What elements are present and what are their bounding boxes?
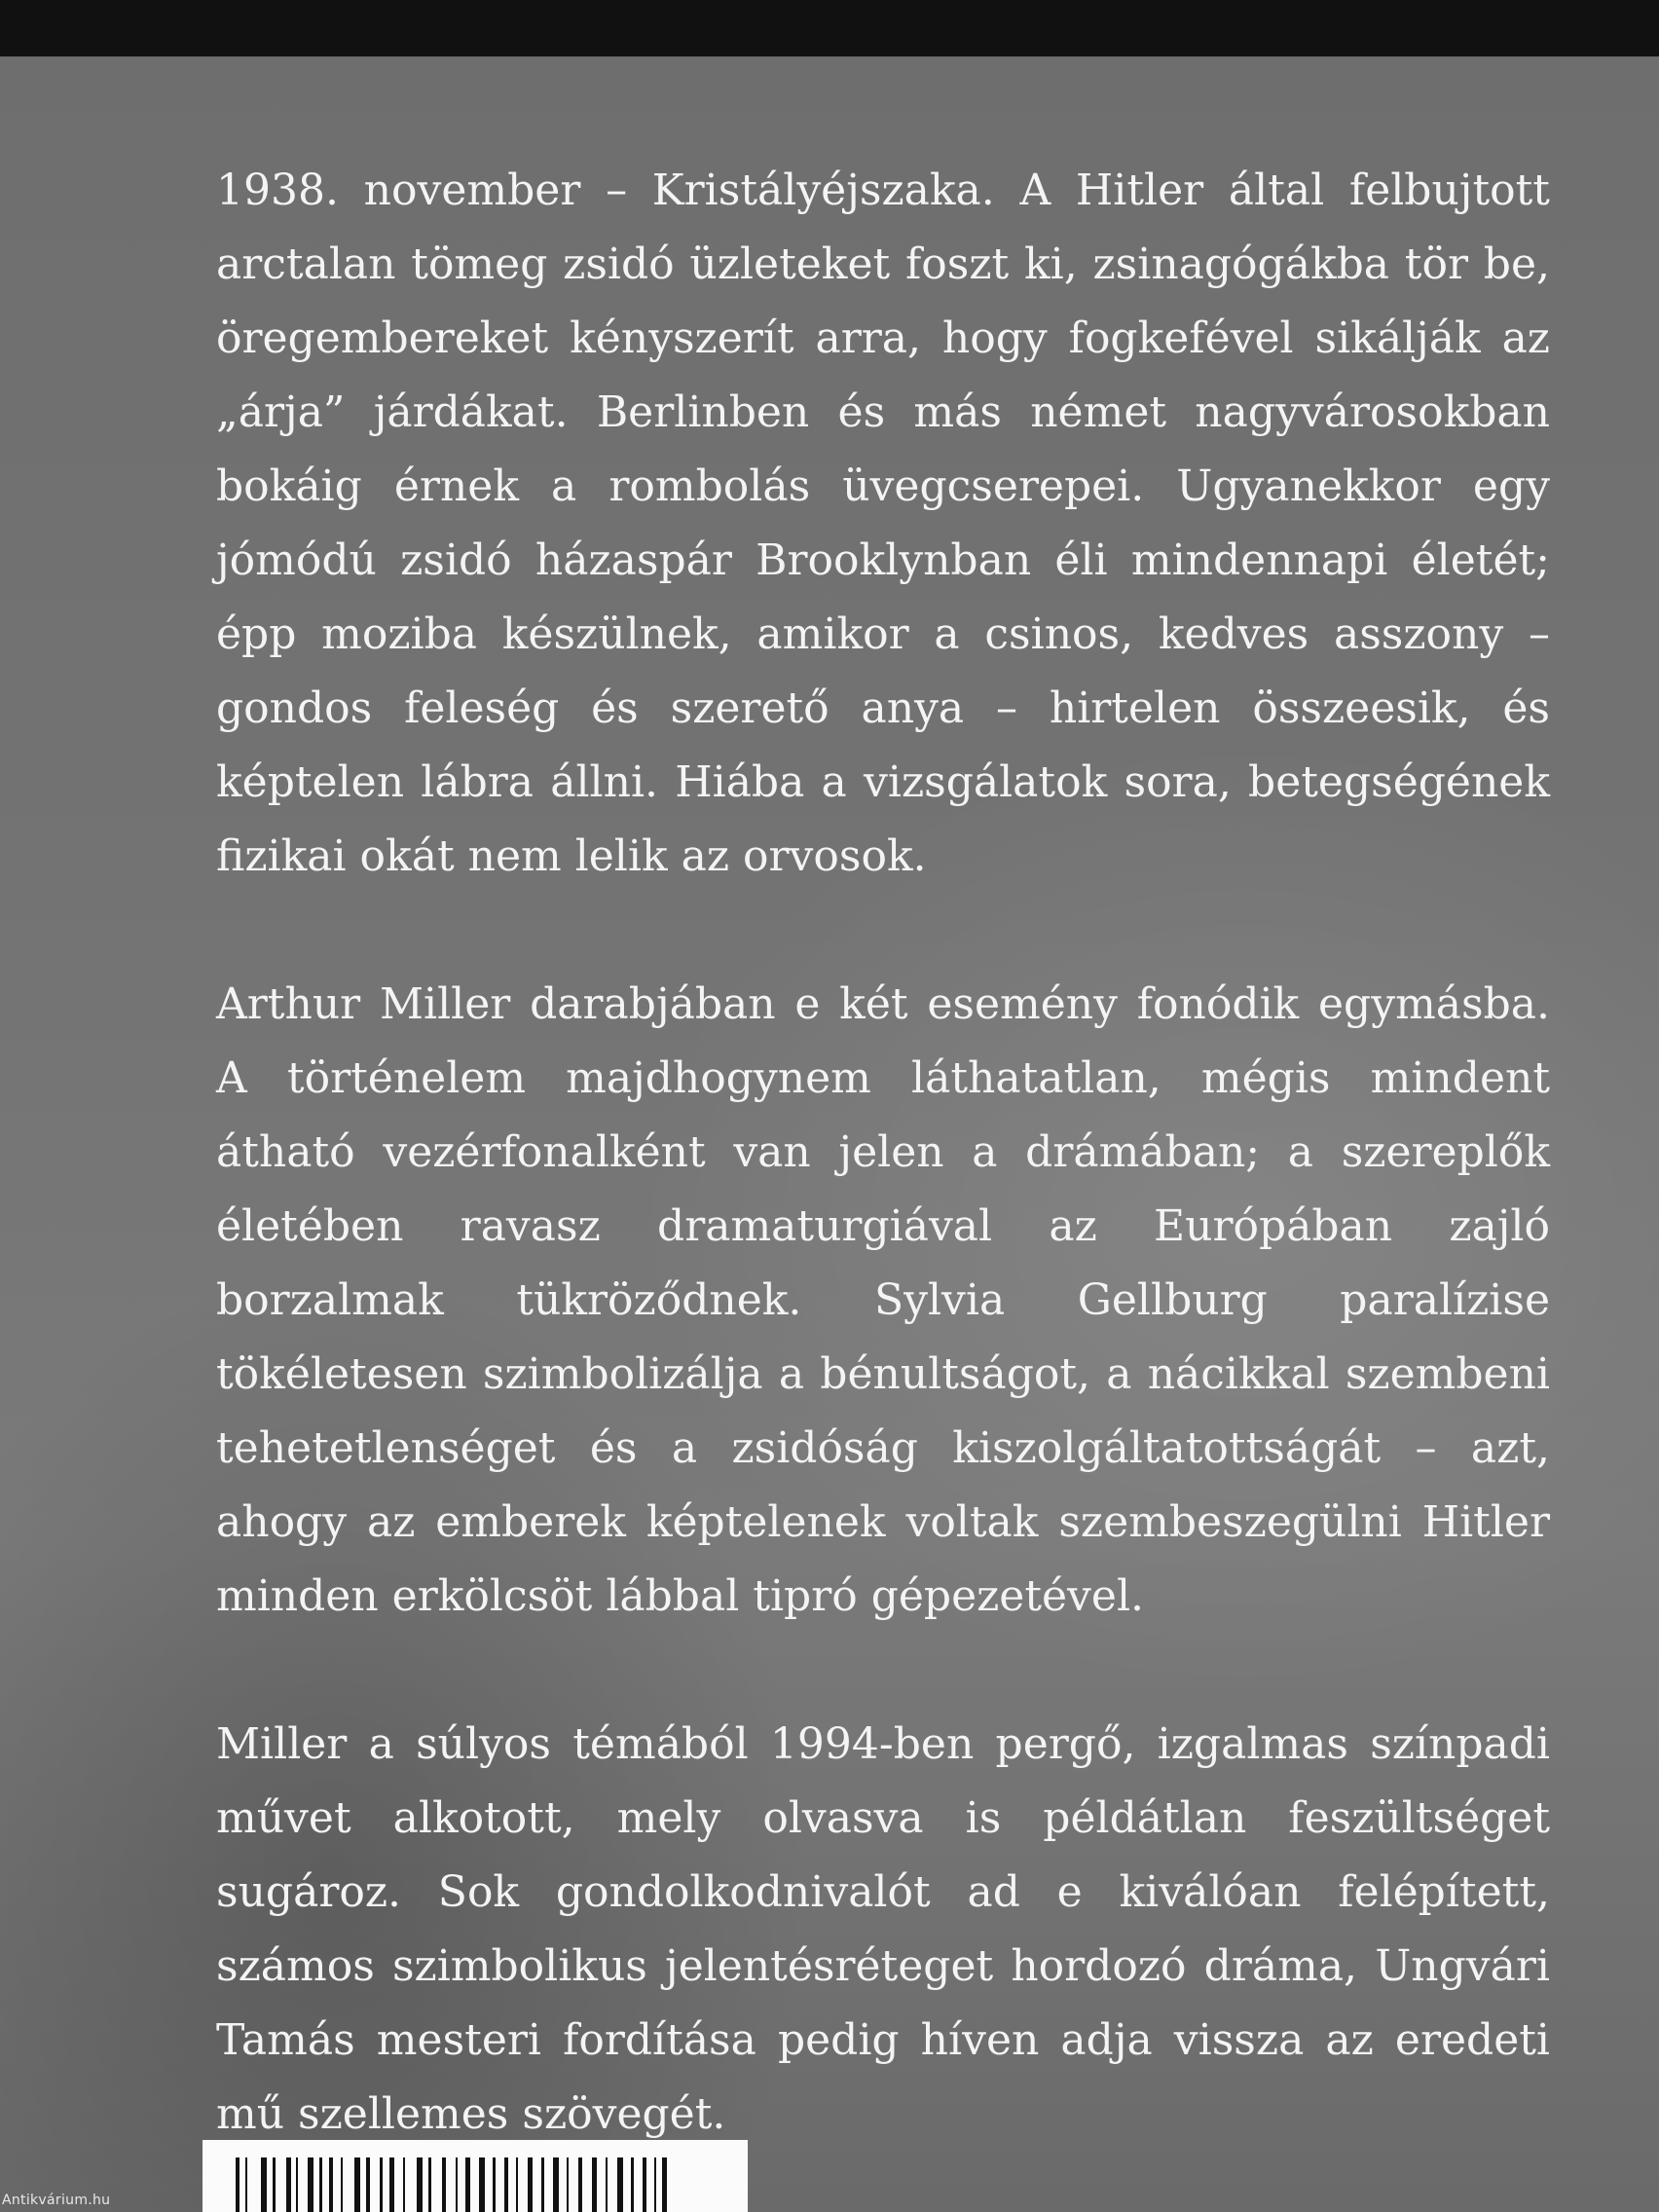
blurb-text bbox=[216, 154, 1550, 2152]
watermark-text: Antikvárium.hu bbox=[2, 2193, 111, 2208]
barcode-label bbox=[203, 2140, 748, 2212]
barcode-icon bbox=[226, 2157, 674, 2212]
blurb-paragraph-2: Arthur Miller darabjában e két esemény fonódik egymásba. A történelem majdhogynem láthatatlan, mégis mindent átható vezérfonalként van jelen a drámában; a szereplők életében ravasz dramaturgiával az Európában zajló borzalmak tükröződnek. Sylvia Gellburg paralízise tökéletesen szimbolizálja a bénultságot, a nácikkal szembeni tehetetlenséget és a zsidóság kiszolgáltatottságát – azt, ahogy az emberek képtelenek voltak szembeszegülni Hitler minden erkölcsöt lábbal tipró gépezetével. bbox=[216, 979, 1550, 1621]
blurb-paragraph-3: Miller a súlyos témából 1994-ben pergő, izgalmas színpadi művet alkotott, mely olvasva is példátlan feszültséget sugároz. Sok gondolkodnivalót ad e kiválóan felépített, számos szimbolikus jelentésréteget hordozó dráma, Ungvári Tamás mesteri fordítása pedig híven adja vissza az eredeti mű szellemes szövegét. bbox=[216, 1719, 1550, 2139]
top-dark-band bbox=[0, 0, 1659, 56]
blurb-paragraph-1: 1938. november – Kristályéjszaka. A Hitler által felbujtott arctalan tömeg zsidó üzleteket foszt ki, zsinagógákba tör be, öregembereket kényszerít arra, hogy fogkefével sikálják az „árja” járdákat. Berlinben és más német nagyvárosokban bokáig érnek a rombolás üvegcserepei. Ugyanekkor egy jómódú zsidó házaspár Brooklynban éli mindennapi életét; épp moziba készülnek, amikor a csinos, kedves asszony – gondos feleség és szerető anya – hirtelen összeesik, és képtelen lábra állni. Hiába a vizsgálatok sora, betegségének fizikai okát nem lelik az orvosok. bbox=[216, 166, 1550, 881]
